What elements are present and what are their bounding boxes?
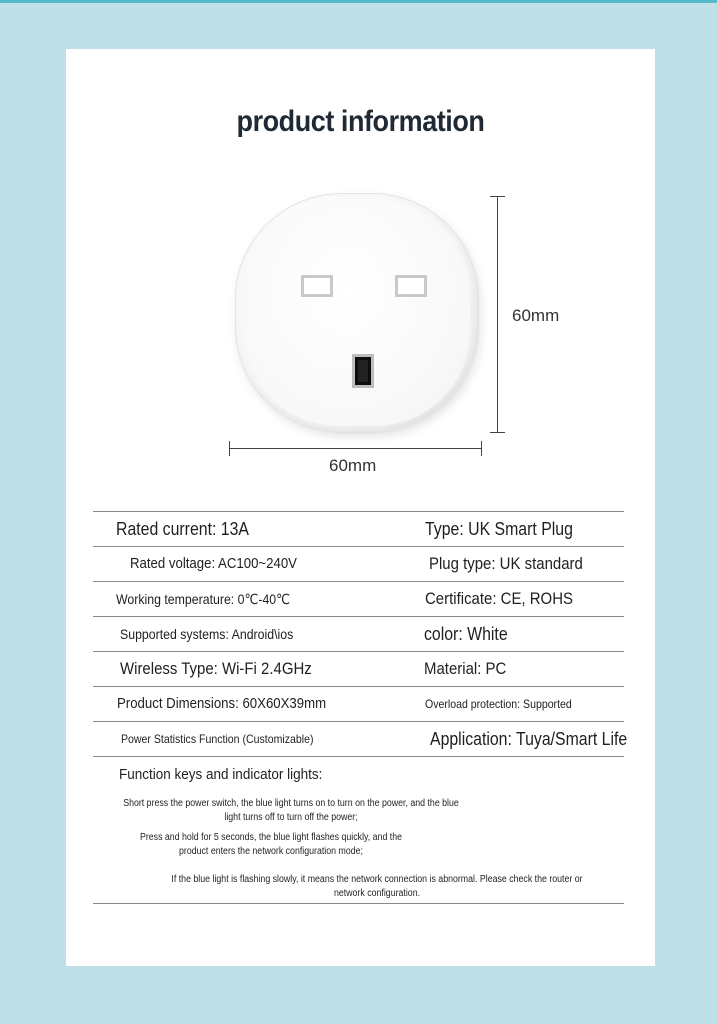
function-section-title: Function keys and indicator lights: — [119, 766, 323, 783]
width-dimension-label: 60mm — [329, 456, 377, 475]
spec-right: Plug type: UK standard — [429, 554, 583, 573]
spec-left: Rated voltage: AC100~240V — [130, 555, 297, 572]
bottom-divider — [93, 903, 624, 904]
spec-row — [93, 651, 624, 686]
spec-table — [93, 511, 628, 757]
spec-left: Supported systems: Android\ios — [120, 626, 294, 642]
function-description: Short press the power switch, the blue light turns on to turn on the power, and the blue light turns off to turn off the power; — [123, 798, 459, 823]
spec-left: Working temperature: 0℃-40℃ — [116, 591, 290, 607]
product-info-panel — [66, 49, 655, 966]
spec-right: Overload protection: Supported — [425, 697, 572, 711]
top-accent-line — [0, 0, 717, 3]
page-title: product information — [236, 105, 485, 138]
spec-row — [93, 511, 624, 546]
plug-face — [244, 200, 470, 426]
spec-right: Material: PC — [424, 659, 507, 678]
spec-left: Power Statistics Function (Customizable) — [121, 732, 314, 746]
spec-left: Product Dimensions: 60X60X39mm — [117, 695, 327, 712]
spec-right: Certificate: CE, ROHS — [425, 589, 573, 608]
spec-row — [93, 686, 624, 721]
function-description: If the blue light is flashing slowly, it means the network connection is abnormal. Please check the router or network configuration. — [171, 874, 583, 899]
spec-row — [93, 721, 628, 757]
width-dimension-line — [229, 448, 482, 449]
spec-right: Type: UK Smart Plug — [425, 519, 573, 539]
spec-row — [93, 616, 624, 651]
spec-left: Wireless Type: Wi-Fi 2.4GHz — [120, 659, 312, 678]
spec-row — [93, 546, 624, 581]
smart-plug-image — [236, 194, 478, 432]
spec-right: color: White — [424, 624, 508, 644]
spec-row — [93, 581, 624, 616]
spec-left: Rated current: 13A — [116, 519, 249, 539]
earth-socket-slot — [352, 354, 374, 388]
height-dimension-label: 60mm — [512, 306, 560, 325]
height-dimension-line — [497, 196, 498, 433]
live-socket-slot — [301, 275, 333, 297]
function-description: Press and hold for 5 seconds, the blue light flashes quickly, and the product enters the network configuration mode; — [139, 832, 403, 857]
neutral-socket-slot — [395, 275, 427, 297]
spec-right: Application: Tuya/Smart Life — [430, 729, 628, 749]
